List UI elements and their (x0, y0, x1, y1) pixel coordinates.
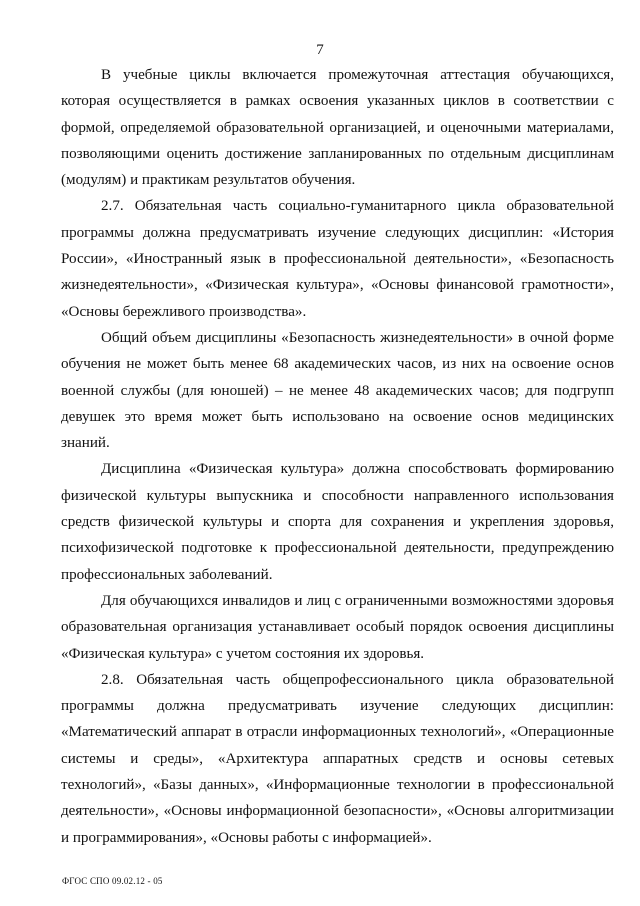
page-number: 7 (316, 42, 324, 58)
paragraph-disabled-students: Для обучающихся инвалидов и лиц с ограниченными возможностями здоровья образовательная организация устанавливает особый порядок освоения дисциплины «Физическая культура» с учетом состояния их здоровья. (61, 592, 614, 662)
document-body (61, 62, 614, 851)
paragraph-intermediate-attestation: В учебные циклы включается промежуточная аттестация обучающихся, которая осуществляется в рамках освоения указанных циклов в соответствии с формой, определяемой образовательной организацией, и оценочными материалами, позволяющими оценить достижение запланированных по отдельным дисциплинам (модулям) и практикам результатов обучения. (61, 67, 614, 189)
paragraph-2-7-social-humanitarian-cycle: 2.7. Обязательная часть социально-гуманитарного цикла образовательной программы должна предусматривать изучение следующих дисциплин: «История России», «Иностранный язык в профессиональной деятельности», «Безопасность жизнедеятельности», «Физическая культура», «Основы финансовой грамотности», «Основы бережливого производства». (61, 198, 614, 320)
paragraph-2-8-general-professional-cycle: 2.8. Обязательная часть общепрофессионального цикла образовательной программы должна предусматривать изучение следующих дисциплин: «Математический аппарат в отрасли информационных технологий», «Операционные системы и среды», «Архитектура аппаратных средств и основы сетевых технологий», «Базы данных», «Информационные технологии в профессиональной деятельности», «Основы информационной безопасности», «Основы алгоритмизации и программирования», «Основы работы с информацией». (61, 671, 614, 846)
paragraph-physical-culture: Дисциплина «Физическая культура» должна способствовать формированию физической культуры выпускника и способности направленного использования средств физической культуры и спорта для сохранения и укрепления здоровья, психофизической подготовке к профессиональной деятельности, предупреждению профессиональных заболеваний. (61, 461, 614, 583)
paragraph-life-safety-volume: Общий объем дисциплины «Безопасность жизнедеятельности» в очной форме обучения не может быть менее 68 академических часов, из них на освоение основ военной службы (для юношей) – не менее 48 академических часов; для подгрупп девушек это время может быть использовано на освоение основ медицинских знаний. (61, 329, 614, 452)
footer-standard-code: ФГОС СПО 09.02.12 - 05 (62, 876, 163, 886)
